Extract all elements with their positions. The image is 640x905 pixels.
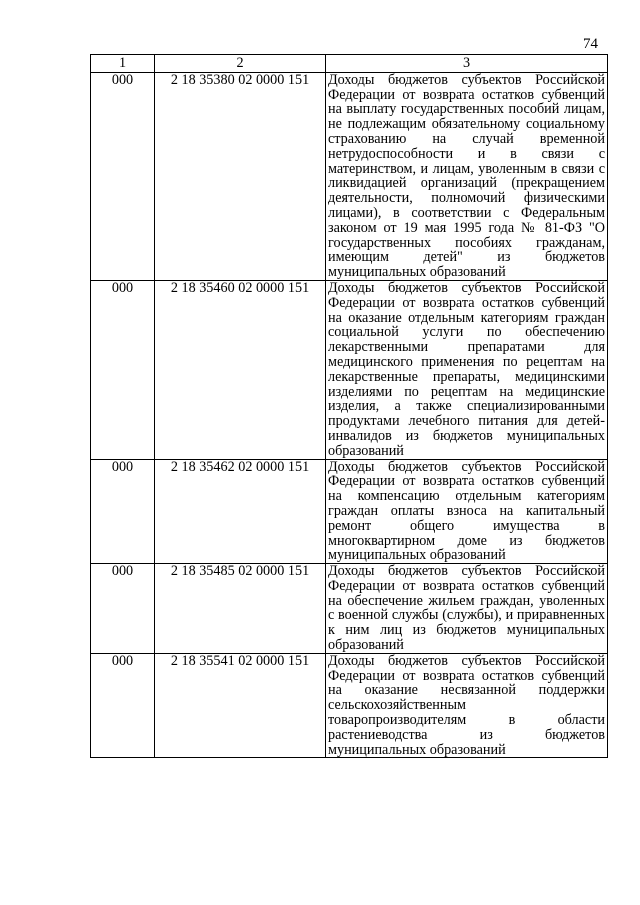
admin-code-cell: 000 [91, 72, 155, 280]
budget-code-cell: 2 18 35541 02 0000 151 [155, 653, 326, 758]
description-cell: Доходы бюджетов субъектов Российской Федерации от возврата остатков субвенций на компенсацию отдельным категориям граждан оплаты взноса на капитальный ремонт общего имущества в многоквартирном доме из бюджетов муниципальных образований [326, 459, 608, 564]
budget-codes-table [90, 54, 608, 758]
table-row [91, 280, 608, 459]
budget-code-cell: 2 18 35380 02 0000 151 [155, 72, 326, 280]
admin-code-cell: 000 [91, 564, 155, 654]
admin-code-cell: 000 [91, 280, 155, 459]
column-header-1: 1 [91, 55, 155, 73]
page-number: 74 [583, 36, 598, 52]
description-cell: Доходы бюджетов субъектов Российской Федерации от возврата остатков субвенций на оказание отдельным категориям граждан социальной услуги по обеспечению лекарственными препаратами для медицинского применения по рецептам на лекарственные препараты, медицинскими изделиями по рецептам на медицинские изделия, а также специализированными продуктами лечебного питания для детей-инвалидов из бюджетов муниципальных образований [326, 280, 608, 459]
column-header-2: 2 [155, 55, 326, 73]
table-header-row [91, 55, 608, 73]
description-cell: Доходы бюджетов субъектов Российской Федерации от возврата остатков субвенций на обеспечение жильем граждан, уволенных с военной службы (службы), и приравненных к ним лиц из бюджетов муниципальных образований [326, 564, 608, 654]
budget-code-cell: 2 18 35462 02 0000 151 [155, 459, 326, 564]
description-cell: Доходы бюджетов субъектов Российской Федерации от возврата остатков субвенций на оказание несвязанной поддержки сельскохозяйственным товаропроизводителям в области растениеводства из бюджетов муниципальных образований [326, 653, 608, 758]
admin-code-cell: 000 [91, 653, 155, 758]
admin-code-cell: 000 [91, 459, 155, 564]
description-cell: Доходы бюджетов субъектов Российской Федерации от возврата остатков субвенций на выплату государственных пособий лицам, не подлежащим обязательному социальному страхованию на случай временной нетрудоспособности и в связи с материнством, и лицам, уволенным в связи с ликвидацией организаций (прекращением деятельности, полномочий физическими лицами), в соответствии с Федеральным законом от 19 мая 1995 года № 81-ФЗ "О государственных пособиях гражданам, имеющим детей" из бюджетов муниципальных образований [326, 72, 608, 280]
table-row [91, 72, 608, 280]
budget-code-cell: 2 18 35485 02 0000 151 [155, 564, 326, 654]
column-header-3: 3 [326, 55, 608, 73]
table-row [91, 564, 608, 654]
table-row [91, 653, 608, 758]
table-row [91, 459, 608, 564]
budget-code-cell: 2 18 35460 02 0000 151 [155, 280, 326, 459]
